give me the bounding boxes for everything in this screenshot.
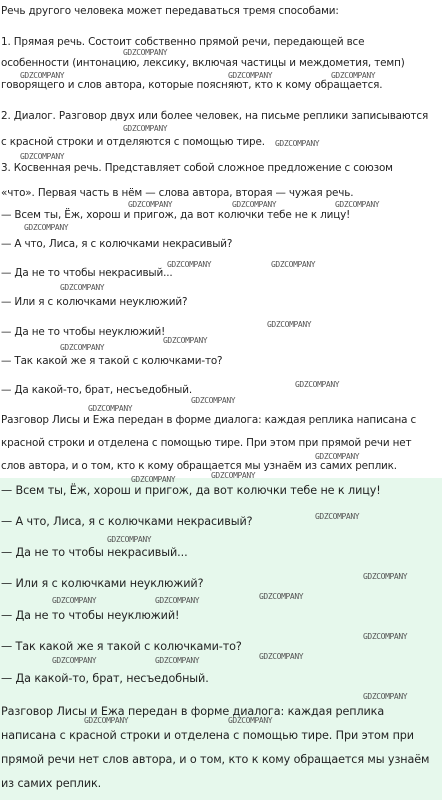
theory-intro: Речь другого человека может передаваться тремя способами: [1, 5, 339, 17]
watermark: GDZCOMPANY [191, 396, 236, 405]
watermark: GDZCOMPANY [155, 596, 200, 605]
watermark: GDZCOMPANY [315, 512, 360, 521]
watermark: GDZCOMPANY [363, 692, 408, 701]
answer-explanation: Разговор Лисы и Ежа передан в форме диалога: каждая реплика [1, 705, 385, 718]
theory-line: особенности (интонацию, лексику, включая частицы и междометия, темп) [1, 57, 405, 69]
theory-line: «что». Первая часть в нём — слова автора, вторая — чужая речь. [1, 187, 354, 199]
example-line: — Да какой-то, брат, несъедобный. [1, 384, 192, 396]
answer-line: — Так какой же я такой с колючками-то? [1, 640, 242, 653]
watermark: GDZCOMPANY [24, 223, 69, 232]
example-line: — Всем ты, Ёж, хорош и пригож, да вот колючки тебе не к лицу! [1, 209, 351, 221]
example-line: — Или я с колючками неуклюжий? [1, 296, 188, 308]
theory-indirect-speech: 3. Косвенная речь. Представляет собой сложное предложение с союзом [1, 162, 393, 174]
watermark: GDZCOMPANY [363, 572, 408, 581]
watermark: GDZCOMPANY [20, 71, 65, 80]
watermark: GDZCOMPANY [88, 404, 133, 413]
answer-line: — А что, Лиса, я с колючками некрасивый? [1, 515, 253, 528]
answer-explanation: прямой речи нет слов автора, и о том, кто к кому обращается мы узнаём [1, 753, 430, 766]
answer-line: — Всем ты, Ёж, хорош и пригож, да вот колючки тебе не к лицу! [1, 484, 381, 497]
watermark: GDZCOMPANY [363, 632, 408, 641]
watermark: GDZCOMPANY [167, 260, 212, 269]
watermark: GDZCOMPANY [60, 343, 105, 352]
example-line: — Да не то чтобы неуклюжий! [1, 326, 166, 338]
watermark: GDZCOMPANY [163, 336, 208, 345]
watermark: GDZCOMPANY [259, 592, 304, 601]
watermark: GDZCOMPANY [128, 200, 173, 209]
watermark: GDZCOMPANY [275, 139, 320, 148]
watermark: GDZCOMPANY [335, 200, 380, 209]
example-line: — А что, Лиса, я с колючками некрасивый? [1, 238, 233, 250]
answer-line: — Или я с колючками неуклюжий? [1, 577, 204, 590]
example-line: — Да не то чтобы некрасивый... [1, 267, 173, 279]
example-line: — Так какой же я такой с колючками-то? [1, 355, 223, 367]
watermark: GDZCOMPANY [20, 152, 65, 161]
watermark: GDZCOMPANY [259, 652, 304, 661]
watermark: GDZCOMPANY [315, 452, 360, 461]
theory-direct-speech: 1. Прямая речь. Состоит собственно прямой речи, передающей все [1, 36, 365, 48]
watermark: GDZCOMPANY [131, 475, 176, 484]
theory-explanation: слов автора, и о том, кто к кому обращается мы узнаём из самих реплик. [1, 460, 397, 472]
theory-dialogue: 2. Диалог. Разговор двух или более человек, на письме реплики записываются [1, 110, 429, 122]
theory-explanation: Разговор Лисы и Ежа передан в форме диалога: каждая реплика написана с [1, 414, 417, 426]
watermark: GDZCOMPANY [211, 471, 256, 480]
watermark: GDZCOMPANY [107, 535, 152, 544]
watermark: GDZCOMPANY [295, 380, 340, 389]
watermark: GDZCOMPANY [155, 656, 200, 665]
watermark: GDZCOMPANY [267, 320, 312, 329]
theory-explanation: красной строки и отделена с помощью тире. При этом при прямой речи нет [1, 437, 412, 449]
answer-explanation: написана с красной строки и отделена с помощью тире. При этом при [1, 729, 414, 742]
watermark: GDZCOMPANY [331, 71, 376, 80]
theory-line: говорящего и слов автора, которые поясняют, кто к кому обращается. [1, 79, 383, 91]
watermark: GDZCOMPANY [52, 596, 97, 605]
watermark: GDZCOMPANY [228, 71, 273, 80]
theory-line: с красной строки и отделяются с помощью тире. [1, 136, 265, 148]
watermark: GDZCOMPANY [84, 716, 129, 725]
watermark: GDZCOMPANY [123, 48, 168, 57]
answer-explanation: из самих реплик. [1, 777, 102, 790]
watermark: GDZCOMPANY [52, 656, 97, 665]
answer-line: — Да не то чтобы некрасивый... [1, 546, 188, 559]
watermark: GDZCOMPANY [232, 200, 277, 209]
answer-line: — Да не то чтобы неуклюжий! [1, 609, 180, 622]
watermark: GDZCOMPANY [271, 260, 316, 269]
answer-line: — Да какой-то, брат, несъедобный. [1, 672, 209, 685]
watermark: GDZCOMPANY [60, 283, 105, 292]
watermark: GDZCOMPANY [228, 716, 273, 725]
watermark: GDZCOMPANY [123, 124, 168, 133]
